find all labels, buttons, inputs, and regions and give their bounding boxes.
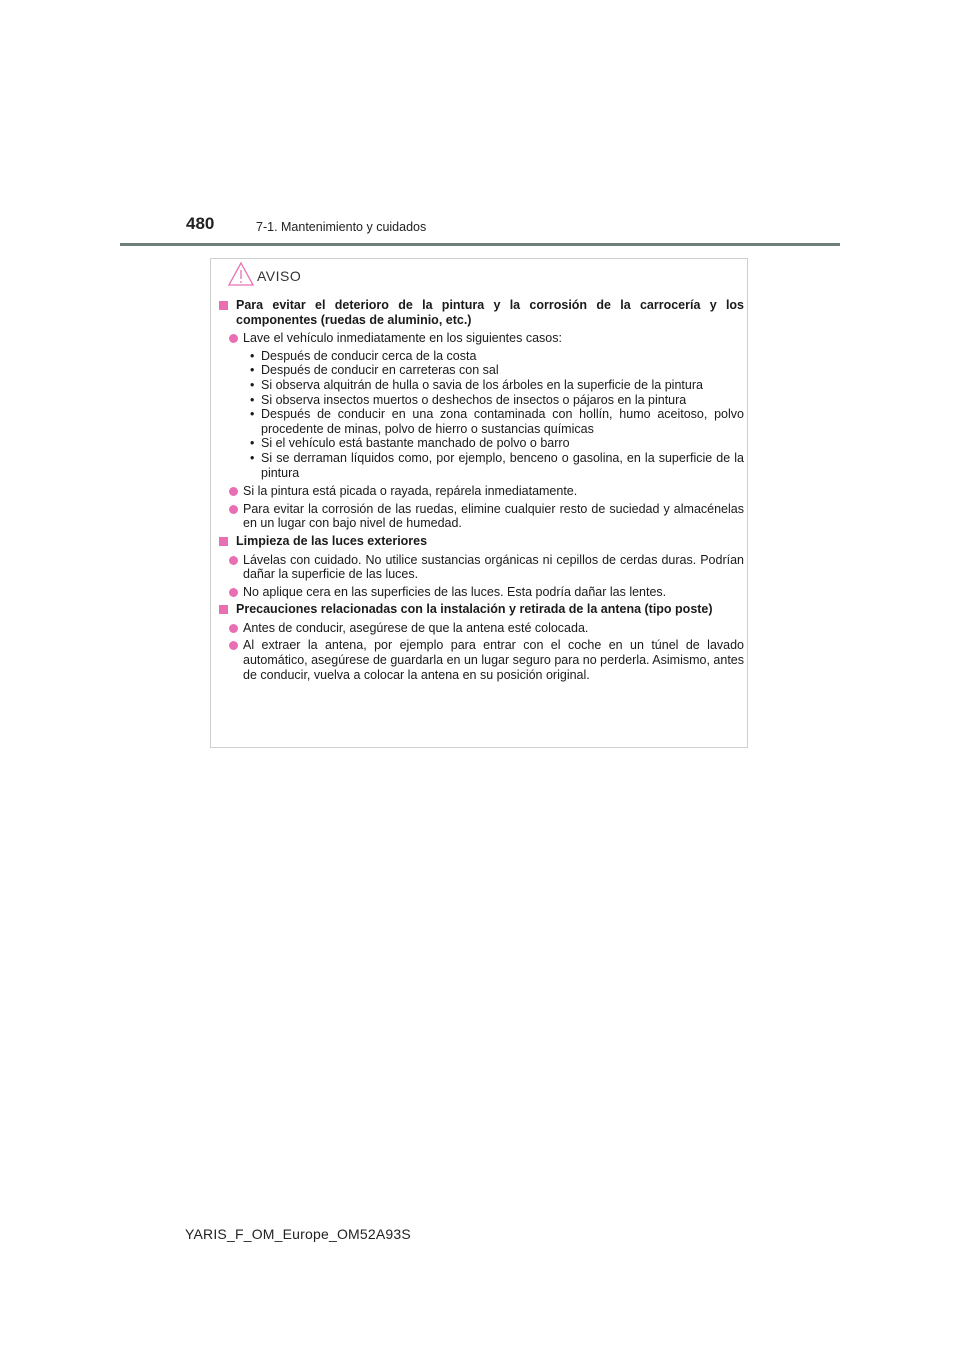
section-heading [218, 298, 744, 327]
sub-list-text: Si se derraman líquidos como, por ejemplo, benceno o gasolina, en la superficie de la pintura [261, 450, 744, 480]
sub-list-text: Después de conducir cerca de la costa [261, 348, 477, 363]
small-bullet-icon: • [250, 407, 255, 422]
page-number: 480 [186, 214, 215, 233]
circle-bullet-icon [229, 505, 238, 514]
section-heading-text: Limpieza de las luces exteriores [236, 533, 428, 548]
warning-content [218, 298, 744, 685]
circle-bullet-icon [229, 487, 238, 496]
bullet-item [218, 585, 744, 600]
bullet-item [218, 484, 744, 499]
sub-list-text: Si observa insectos muertos o deshechos de insectos o pájaros en la pintura [261, 392, 687, 407]
warning-triangle-icon [227, 261, 255, 292]
warning-section [218, 298, 744, 531]
sub-list-text: Si el vehículo está bastante manchado de polvo o barro [261, 436, 570, 451]
warning-section [218, 534, 744, 599]
sub-list-text: Después de conducir en una zona contaminada con hollín, humo aceitoso, polvo procedente de minas, polvo de hierro o sustancias químicas [261, 407, 744, 436]
circle-bullet-icon [229, 334, 238, 343]
circle-bullet-icon [229, 624, 238, 633]
small-bullet-icon: • [250, 363, 255, 378]
small-bullet-icon: • [250, 348, 255, 363]
bullet-item [218, 553, 744, 582]
circle-bullet-icon [229, 556, 238, 565]
section-title: 7-1. Mantenimiento y cuidados [256, 220, 427, 234]
warning-section [218, 602, 744, 682]
section-heading-text: Para evitar el deterioro de la pintura y la corrosión de la carrocería y los componentes (ruedas de aluminio, etc.) [236, 298, 744, 327]
small-bullet-icon: • [250, 450, 255, 465]
sub-list-item [218, 363, 744, 378]
warning-header [227, 263, 301, 289]
sub-list-item [218, 378, 744, 393]
bullet-text: No aplique cera en las superficies de las luces. Esta podría dañar las lentes. [243, 584, 667, 599]
small-bullet-icon: • [250, 392, 255, 407]
section-heading [218, 534, 744, 549]
section-heading-text: Precauciones relacionadas con la instalación y retirada de la antena (tipo poste) [236, 602, 713, 617]
bullet-item [218, 331, 744, 346]
sub-list-item [218, 393, 744, 408]
bullet-text: Lávelas con cuidado. No utilice sustancias orgánicas ni cepillos de cerdas duras. Podrían dañar la superficie de las luces. [243, 552, 744, 582]
bullet-text: Para evitar la corrosión de las ruedas, elimine cualquier resto de suciedad y almacénelas en un lugar con bajo nivel de humedad. [243, 501, 744, 531]
square-bullet-icon [219, 301, 228, 310]
sub-list-item [218, 349, 744, 364]
sub-list-item [218, 451, 744, 480]
small-bullet-icon: • [250, 377, 255, 392]
square-bullet-icon [219, 537, 228, 546]
sub-list-item [218, 436, 744, 451]
bullet-item [218, 502, 744, 531]
small-bullet-icon: • [250, 436, 255, 451]
sub-list-text: Después de conducir en carreteras con sal [261, 363, 499, 378]
bullet-text: Al extraer la antena, por ejemplo para entrar con el coche en un túnel de lavado automático, asegúrese de guardarla en un lugar seguro para no perderla. Asimismo, antes de conducir, vuelva a colocar la antena en su posición original. [243, 638, 744, 682]
footer-document-code: YARIS_F_OM_Europe_OM52A93S [185, 1226, 411, 1242]
bullet-text: Si la pintura está picada o rayada, repárela inmediatamente. [243, 484, 578, 499]
sub-list [218, 349, 744, 480]
bullet-item [218, 638, 744, 682]
warning-label: AVISO [257, 268, 302, 284]
bullet-text: Lave el vehículo inmediatamente en los siguientes casos: [243, 331, 562, 346]
bullet-text: Antes de conducir, asegúrese de que la antena esté colocada. [243, 620, 589, 635]
sub-list-item [218, 407, 744, 436]
circle-bullet-icon [229, 588, 238, 597]
bullet-item [218, 621, 744, 636]
warning-box [210, 258, 748, 748]
square-bullet-icon [219, 605, 228, 614]
header-rule [120, 243, 840, 246]
section-heading [218, 602, 744, 617]
circle-bullet-icon [229, 641, 238, 650]
sub-list-text: Si observa alquitrán de hulla o savia de los árboles en la superficie de la pintura [261, 377, 703, 392]
